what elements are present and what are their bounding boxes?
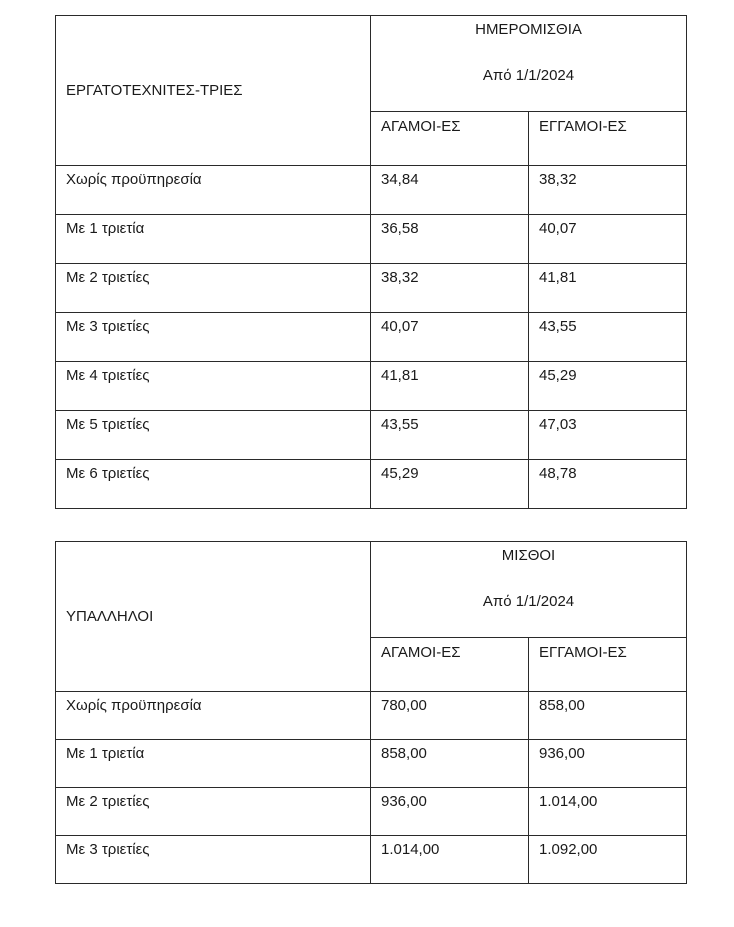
value-single: 41,81	[371, 362, 529, 411]
value-single: 36,58	[371, 215, 529, 264]
row-label: Με 1 τριετία	[56, 215, 371, 264]
column-header-single: ΑΓΑΜΟΙ-ΕΣ	[371, 112, 529, 166]
value-married: 40,07	[529, 215, 687, 264]
row-label: Με 1 τριετία	[56, 740, 371, 788]
table-row	[56, 166, 687, 215]
value-single: 43,55	[371, 411, 529, 460]
period-title: ΗΜΕΡΟΜΙΣΘΙΑ	[475, 21, 582, 38]
monthly-salaries-table	[55, 541, 687, 884]
value-married: 936,00	[529, 740, 687, 788]
period-header	[371, 16, 687, 112]
row-label: Με 2 τριετίες	[56, 264, 371, 313]
column-header-married: ΕΓΓΑΜΟΙ-ΕΣ	[529, 112, 687, 166]
row-label: Με 3 τριετίες	[56, 836, 371, 884]
period-date: Από 1/1/2024	[482, 593, 575, 610]
value-single: 38,32	[371, 264, 529, 313]
value-married: 858,00	[529, 692, 687, 740]
table-row	[56, 313, 687, 362]
category-header: ΥΠΑΛΛΗΛΟΙ	[56, 542, 371, 692]
period-header	[371, 542, 687, 638]
row-label: Με 4 τριετίες	[56, 362, 371, 411]
table-row	[56, 740, 687, 788]
header-row	[56, 542, 687, 638]
period-date: Από 1/1/2024	[482, 67, 575, 84]
header-row	[56, 16, 687, 112]
column-header-married: ΕΓΓΑΜΟΙ-ΕΣ	[529, 638, 687, 692]
value-married: 45,29	[529, 362, 687, 411]
row-label: Με 5 τριετίες	[56, 411, 371, 460]
period-title: ΜΙΣΘΟΙ	[501, 547, 556, 564]
table-row	[56, 362, 687, 411]
value-single: 936,00	[371, 788, 529, 836]
table-row	[56, 692, 687, 740]
row-label: Με 3 τριετίες	[56, 313, 371, 362]
table-row	[56, 215, 687, 264]
value-single: 40,07	[371, 313, 529, 362]
value-single: 34,84	[371, 166, 529, 215]
table-row	[56, 264, 687, 313]
value-married: 47,03	[529, 411, 687, 460]
value-single: 858,00	[371, 740, 529, 788]
value-married: 43,55	[529, 313, 687, 362]
value-married: 38,32	[529, 166, 687, 215]
value-married: 41,81	[529, 264, 687, 313]
table-row	[56, 411, 687, 460]
category-header: ΕΡΓΑΤΟΤΕΧΝΙΤΕΣ-ΤΡΙΕΣ	[56, 16, 371, 166]
value-married: 1.092,00	[529, 836, 687, 884]
table-row	[56, 460, 687, 509]
row-label: Χωρίς προϋπηρεσία	[56, 692, 371, 740]
table-row	[56, 836, 687, 884]
column-header-single: ΑΓΑΜΟΙ-ΕΣ	[371, 638, 529, 692]
daily-wages-table	[55, 15, 687, 509]
row-label: Με 2 τριετίες	[56, 788, 371, 836]
table-row	[56, 788, 687, 836]
value-single: 1.014,00	[371, 836, 529, 884]
row-label: Με 6 τριετίες	[56, 460, 371, 509]
value-married: 48,78	[529, 460, 687, 509]
value-single: 780,00	[371, 692, 529, 740]
value-married: 1.014,00	[529, 788, 687, 836]
value-single: 45,29	[371, 460, 529, 509]
row-label: Χωρίς προϋπηρεσία	[56, 166, 371, 215]
